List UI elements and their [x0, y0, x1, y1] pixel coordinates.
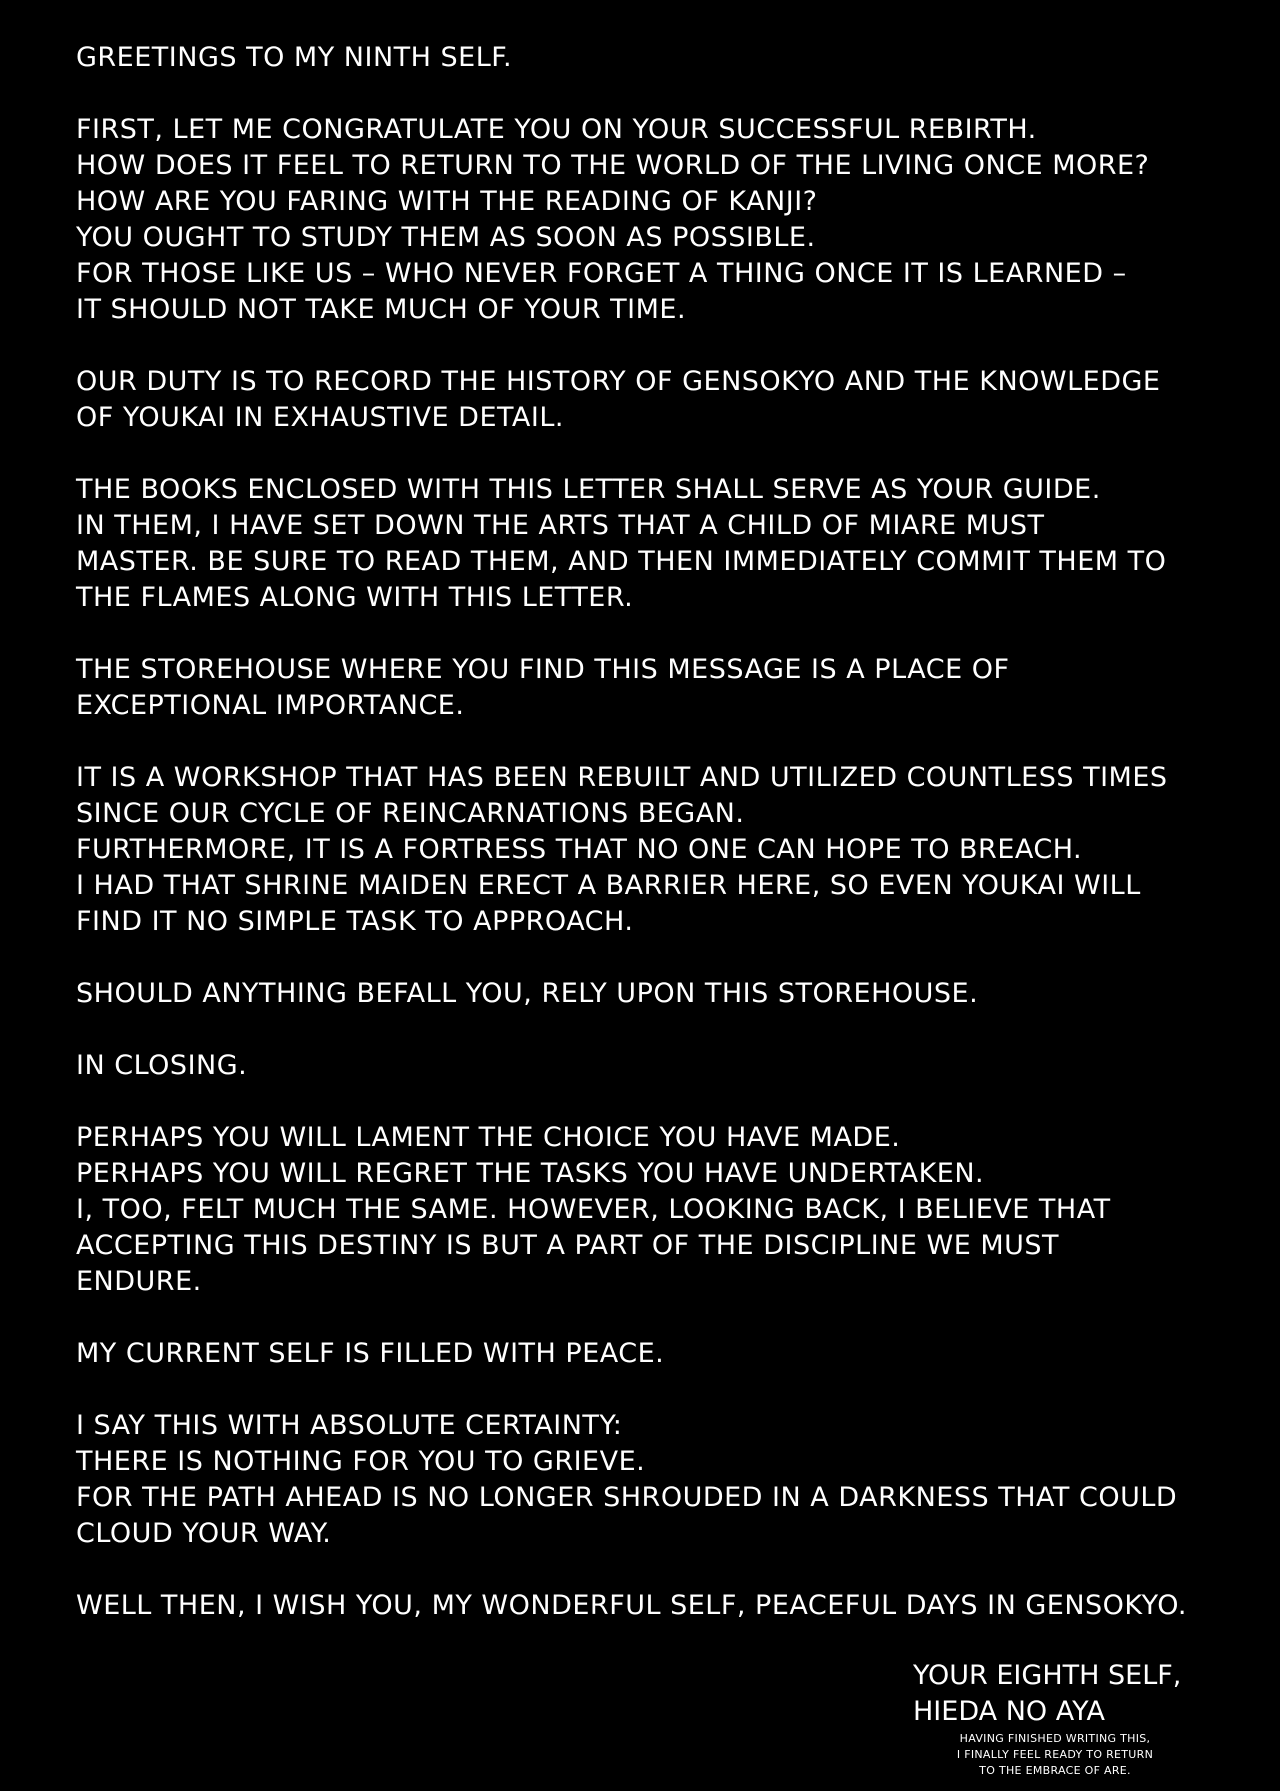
letter-line: I SAY THIS WITH ABSOLUTE CERTAINTY: — [76, 1410, 623, 1441]
paragraph-farewell — [76, 1588, 1226, 1624]
letter-line: THE STOREHOUSE WHERE YOU FIND THIS MESSAGE IS A PLACE OF — [76, 654, 1010, 685]
letter-line: OUR DUTY IS TO RECORD THE HISTORY OF GENSOKYO AND THE KNOWLEDGE — [76, 366, 1161, 397]
paragraph-lament — [76, 1120, 1226, 1300]
letter-line: HOW DOES IT FEEL TO RETURN TO THE WORLD OF THE LIVING ONCE MORE? — [76, 150, 1150, 181]
letter-line: SINCE OUR CYCLE OF REINCARNATIONS BEGAN. — [76, 798, 745, 829]
paragraph-certainty — [76, 1408, 1226, 1552]
letter-line: FOR THOSE LIKE US – WHO NEVER FORGET A THING ONCE IT IS LEARNED – — [76, 258, 1127, 289]
letter-line: PERHAPS YOU WILL REGRET THE TASKS YOU HAVE UNDERTAKEN. — [76, 1158, 985, 1189]
letter-line: I, TOO, FELT MUCH THE SAME. HOWEVER, LOOKING BACK, I BELIEVE THAT — [76, 1194, 1111, 1225]
paragraph-closing — [76, 1048, 1226, 1084]
letter-line: IT IS A WORKSHOP THAT HAS BEEN REBUILT AND UTILIZED COUNTLESS TIMES — [76, 762, 1168, 793]
letter-line: THE BOOKS ENCLOSED WITH THIS LETTER SHALL SERVE AS YOUR GUIDE. — [76, 474, 1101, 505]
letter-line: HOW ARE YOU FARING WITH THE READING OF KANJI? — [76, 186, 818, 217]
letter-line: GREETINGS TO MY NINTH SELF. — [76, 42, 513, 73]
signature-block — [913, 1658, 1181, 1730]
paragraph-congratulations — [76, 112, 1226, 328]
paragraph-greeting — [76, 40, 1226, 76]
letter-line: I HAD THAT SHRINE MAIDEN ERECT A BARRIER HERE, SO EVEN YOUKAI WILL — [76, 870, 1141, 901]
letter-line: EXCEPTIONAL IMPORTANCE. — [76, 690, 465, 721]
letter-line: FIND IT NO SIMPLE TASK TO APPROACH. — [76, 906, 634, 937]
postscript-line: I FINALLY FEEL READY TO RETURN — [956, 1748, 1154, 1761]
signature-name: HIEDA NO AYA — [913, 1696, 1105, 1727]
letter-line: SHOULD ANYTHING BEFALL YOU, RELY UPON THIS STOREHOUSE. — [76, 978, 979, 1009]
letter-line: YOU OUGHT TO STUDY THEM AS SOON AS POSSIBLE. — [76, 222, 816, 253]
letter-line: IN THEM, I HAVE SET DOWN THE ARTS THAT A CHILD OF MIARE MUST — [76, 510, 1045, 541]
letter-line: WELL THEN, I WISH YOU, MY WONDERFUL SELF, PEACEFUL DAYS IN GENSOKYO. — [76, 1590, 1187, 1621]
letter-line: FIRST, LET ME CONGRATULATE YOU ON YOUR SUCCESSFUL REBIRTH. — [76, 114, 1037, 145]
paragraph-storehouse — [76, 652, 1226, 724]
letter-line: IN CLOSING. — [76, 1050, 248, 1081]
letter-line: THE FLAMES ALONG WITH THIS LETTER. — [76, 582, 634, 613]
letter-body — [76, 40, 1226, 1660]
letter-line: MASTER. BE SURE TO READ THEM, AND THEN IMMEDIATELY COMMIT THEM TO — [76, 546, 1167, 577]
postscript-line: TO THE EMBRACE OF ARE. — [979, 1764, 1131, 1777]
paragraph-duty — [76, 364, 1226, 436]
letter-line: CLOUD YOUR WAY. — [76, 1518, 332, 1549]
postscript-note — [940, 1731, 1170, 1779]
letter-line: FOR THE PATH AHEAD IS NO LONGER SHROUDED IN A DARKNESS THAT COULD — [76, 1482, 1178, 1513]
paragraph-rely — [76, 976, 1226, 1012]
paragraph-workshop — [76, 760, 1226, 940]
letter-line: THERE IS NOTHING FOR YOU TO GRIEVE. — [76, 1446, 646, 1477]
paragraph-peace — [76, 1336, 1226, 1372]
letter-line: FURTHERMORE, IT IS A FORTRESS THAT NO ONE CAN HOPE TO BREACH. — [76, 834, 1083, 865]
postscript-line: HAVING FINISHED WRITING THIS, — [959, 1732, 1151, 1745]
paragraph-books — [76, 472, 1226, 616]
signature-line: YOUR EIGHTH SELF, — [913, 1660, 1182, 1691]
letter-line: MY CURRENT SELF IS FILLED WITH PEACE. — [76, 1338, 665, 1369]
letter-line: IT SHOULD NOT TAKE MUCH OF YOUR TIME. — [76, 294, 687, 325]
letter-line: ACCEPTING THIS DESTINY IS BUT A PART OF THE DISCIPLINE WE MUST — [76, 1230, 1060, 1261]
letter-line: PERHAPS YOU WILL LAMENT THE CHOICE YOU HAVE MADE. — [76, 1122, 901, 1153]
letter-line: OF YOUKAI IN EXHAUSTIVE DETAIL. — [76, 402, 564, 433]
letter-line: ENDURE. — [76, 1266, 202, 1297]
